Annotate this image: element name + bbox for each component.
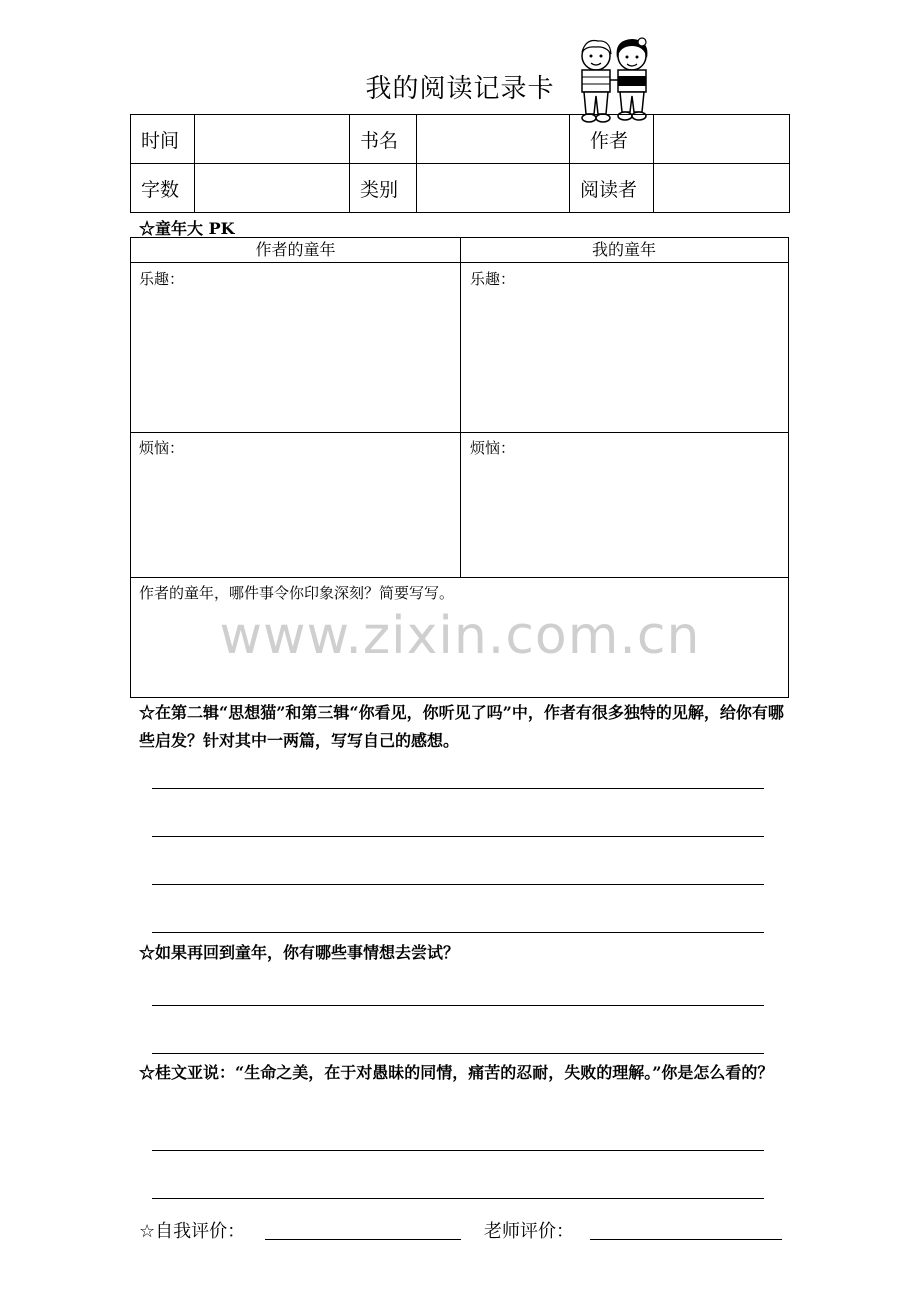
time-field[interactable] <box>195 115 350 164</box>
question-1: ☆在第二辑“思想猫”和第三辑“你看见，你听见了吗”中，作者有很多独特的见解，给你有哪些启发？针对其中一两篇，写写自己的感想。 <box>139 703 784 750</box>
question-3: ☆桂文亚说：“生命之美，在于对愚昧的同情，痛苦的忍耐，失败的理解。”你是怎么看的？ <box>139 1063 774 1082</box>
answer-line[interactable] <box>152 1198 764 1199</box>
book-name-field[interactable] <box>417 115 570 164</box>
book-name-label: 书名 <box>350 115 417 164</box>
word-count-label: 字数 <box>131 164 195 213</box>
word-count-field[interactable] <box>195 164 350 213</box>
category-field[interactable] <box>417 164 570 213</box>
my-fun-label: 乐趣： <box>470 270 516 288</box>
my-childhood-header: 我的童年 <box>591 240 656 259</box>
self-evaluation-label: ☆自我评价： <box>139 1221 246 1242</box>
info-row <box>131 115 790 164</box>
reader-field[interactable] <box>654 164 790 213</box>
time-label: 时间 <box>131 115 195 164</box>
author-childhood-header: 作者的童年 <box>255 240 336 259</box>
divider <box>460 238 461 577</box>
divider <box>131 577 788 578</box>
teacher-evaluation-label: 老师评价： <box>484 1221 574 1242</box>
question-2: ☆如果再回到童年，你有哪些事情想去尝试？ <box>139 943 460 962</box>
author-label: 作者 <box>570 115 654 164</box>
answer-line[interactable] <box>152 1053 764 1054</box>
answer-line[interactable] <box>152 836 764 837</box>
answer-line[interactable] <box>152 932 764 933</box>
answer-line[interactable] <box>152 1005 764 1006</box>
answer-line[interactable] <box>152 884 764 885</box>
answer-line[interactable] <box>152 788 764 789</box>
pk-heading: ☆童年大 PK <box>139 219 235 238</box>
author-field[interactable] <box>654 115 790 164</box>
divider <box>131 432 788 433</box>
reader-label: 阅读者 <box>570 164 654 213</box>
self-evaluation-line[interactable] <box>265 1239 461 1240</box>
category-label: 类别 <box>350 164 417 213</box>
my-worry-label: 烦恼： <box>470 439 516 457</box>
answer-line[interactable] <box>152 1150 764 1151</box>
author-fun-label: 乐趣： <box>139 270 185 288</box>
page-title: 我的阅读记录卡 <box>365 74 555 104</box>
memory-prompt: 作者的童年，哪件事令你印象深刻？简要写写。 <box>139 584 455 602</box>
watermark: www.zixin.com.cn <box>219 606 701 666</box>
info-row <box>131 164 790 213</box>
author-worry-label: 烦恼： <box>139 439 185 457</box>
teacher-evaluation-line[interactable] <box>590 1239 782 1240</box>
info-table <box>130 114 790 213</box>
